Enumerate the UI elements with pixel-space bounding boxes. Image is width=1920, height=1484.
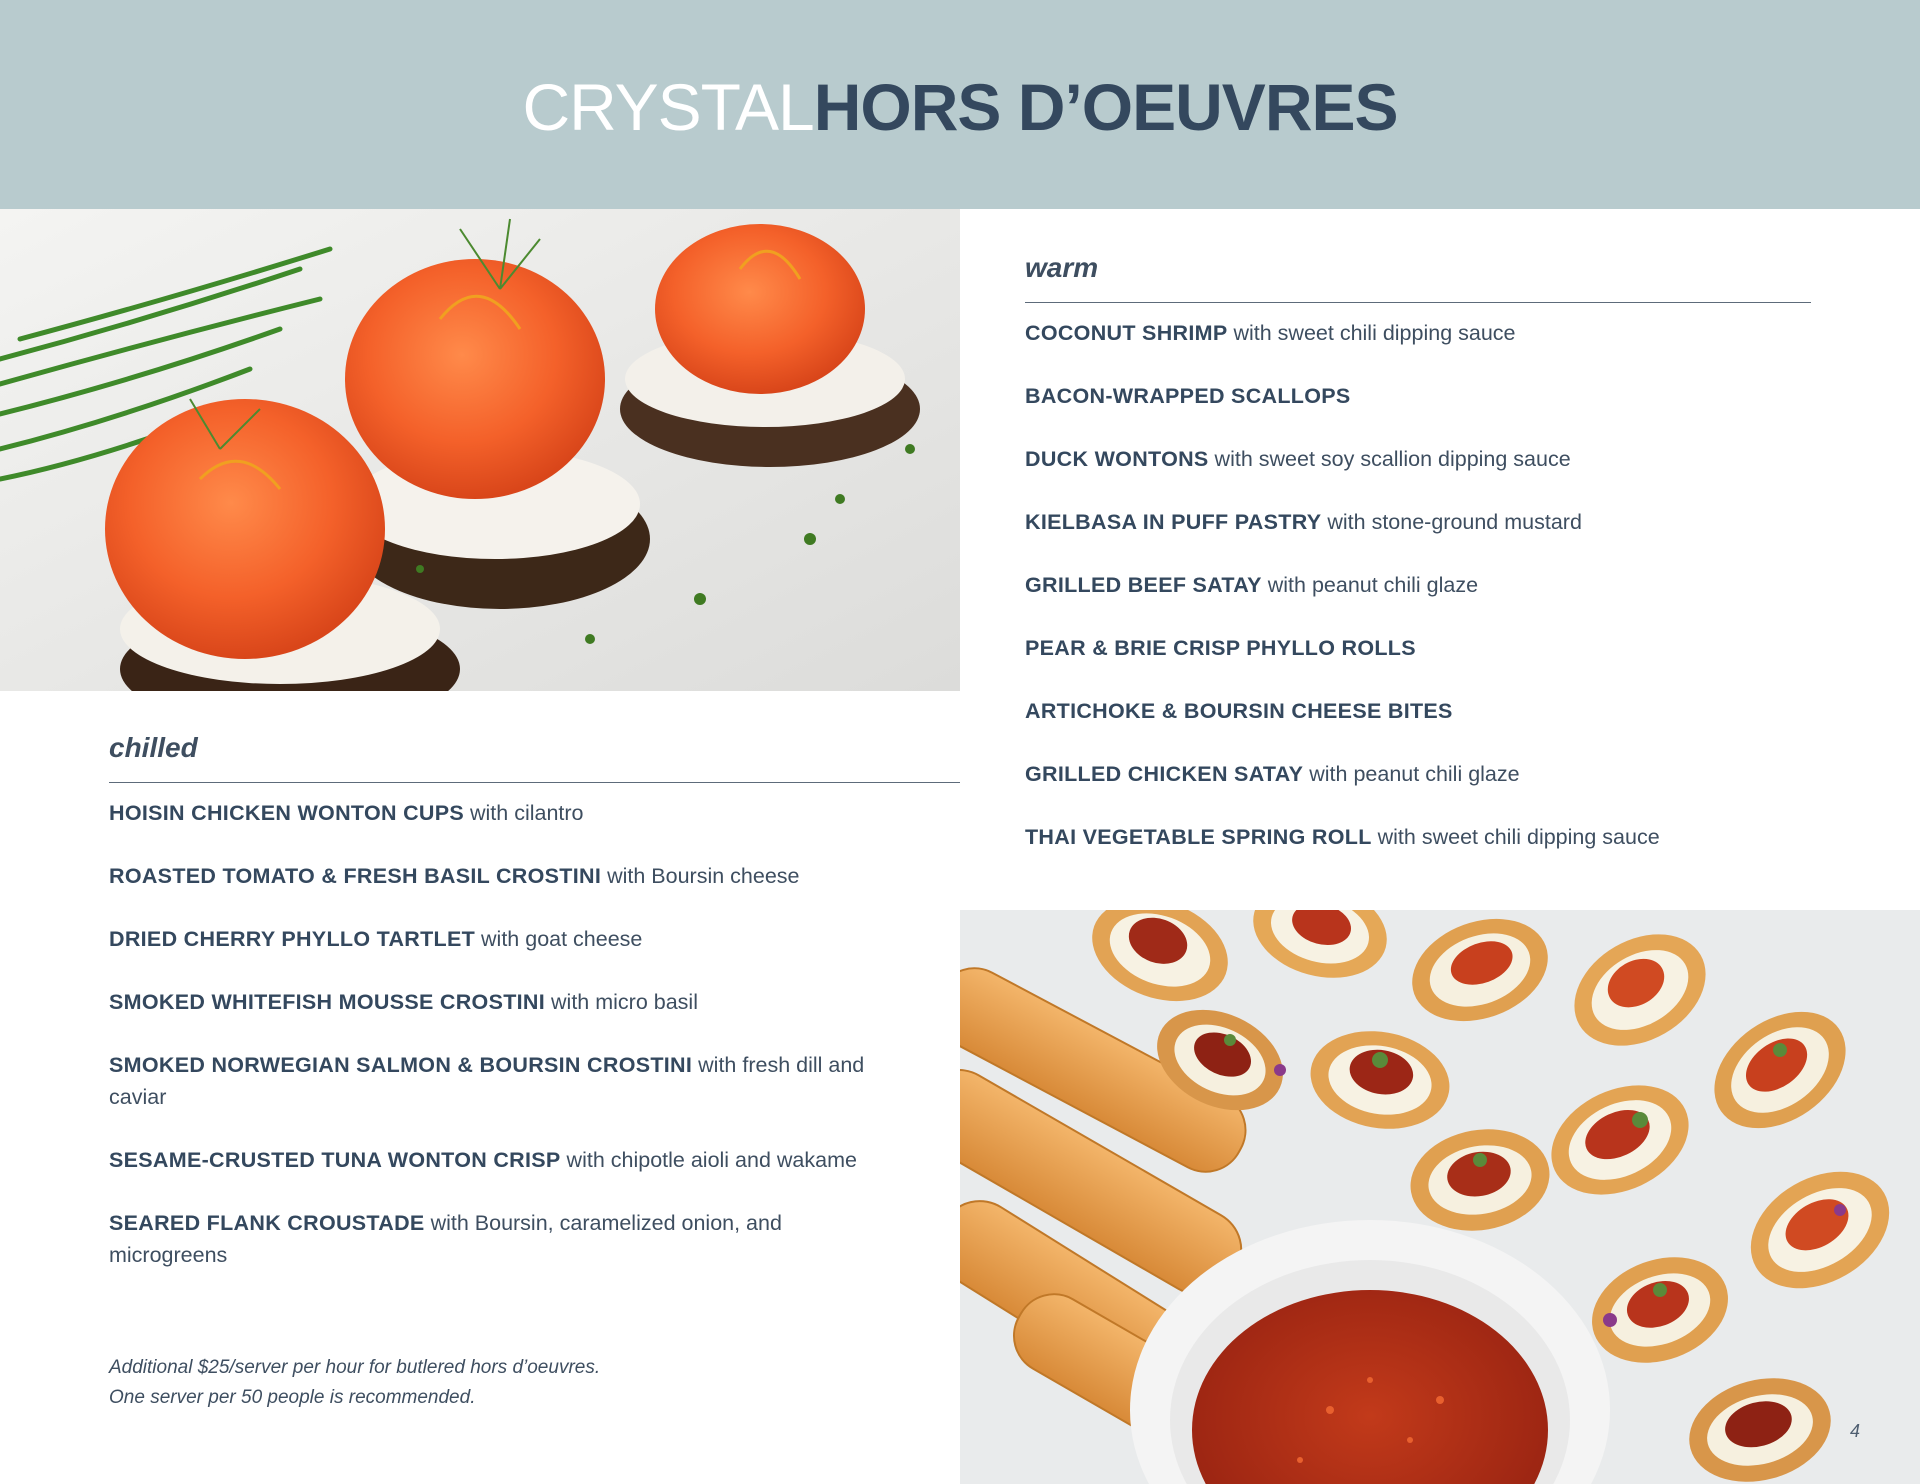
- menu-item-description: with peanut chili glaze: [1309, 762, 1520, 786]
- menu-item: [109, 1207, 889, 1271]
- menu-item: [109, 986, 889, 1018]
- footnote-line-2: One server per 50 people is recommended.: [109, 1387, 476, 1408]
- menu-item-description: with stone-ground mustard: [1327, 510, 1582, 534]
- menu-item-name: BACON-WRAPPED SCALLOPS: [1025, 384, 1351, 408]
- menu-item-name: SESAME-CRUSTED TUNA WONTON CRISP: [109, 1148, 561, 1172]
- menu-item-name: DUCK WONTONS: [1025, 447, 1209, 471]
- menu-item-name: GRILLED BEEF SATAY: [1025, 573, 1262, 597]
- menu-item: [1025, 632, 1811, 664]
- menu-item-name: GRILLED CHICKEN SATAY: [1025, 762, 1304, 786]
- menu-item-description: with Boursin, caramelized onion, and microgreens: [109, 1211, 782, 1267]
- menu-item: [1025, 380, 1811, 412]
- smoked-salmon-canapes-photo: [0, 209, 960, 691]
- footnote-line-1: Additional $25/server per hour for butlered hors d’oeuvres.: [109, 1357, 601, 1378]
- menu-item-description: with peanut chili glaze: [1267, 573, 1479, 597]
- menu-item-description: with goat cheese: [481, 927, 643, 951]
- menu-item-name: SMOKED NORWEGIAN SALMON & BOURSIN CROSTINI: [109, 1053, 693, 1077]
- menu-item-name: ARTICHOKE & BOURSIN CHEESE BITES: [1025, 699, 1453, 723]
- menu-item-description: with sweet soy scallion dipping sauce: [1214, 447, 1571, 471]
- menu-item: [109, 1049, 889, 1113]
- title-light: CRYSTAL: [522, 69, 814, 144]
- menu-item-name: ROASTED TOMATO & FRESH BASIL CROSTINI: [109, 864, 602, 888]
- menu-item: [1025, 506, 1811, 538]
- menu-item-name: DRIED CHERRY PHYLLO TARTLET: [109, 927, 476, 951]
- menu-item: [109, 860, 889, 892]
- footnote: [109, 1353, 600, 1413]
- menu-item-description: with sweet chili dipping sauce: [1233, 321, 1516, 345]
- page-title: [522, 69, 1398, 144]
- warm-menu-list: [1025, 303, 1811, 853]
- page-number: 4: [1850, 1421, 1861, 1441]
- menu-item-description: with chipotle aioli and wakame: [566, 1148, 857, 1172]
- menu-item: [1025, 569, 1811, 601]
- menu-item-description: with sweet chili dipping sauce: [1377, 825, 1660, 849]
- menu-item: [1025, 758, 1811, 790]
- menu-item: [1025, 821, 1811, 853]
- menu-item-name: KIELBASA IN PUFF PASTRY: [1025, 510, 1322, 534]
- menu-item: [1025, 443, 1811, 475]
- menu-item-name: SEARED FLANK CROUSTADE: [109, 1211, 425, 1235]
- menu-item-name: COCONUT SHRIMP: [1025, 321, 1228, 345]
- menu-item-name: THAI VEGETABLE SPRING ROLL: [1025, 825, 1372, 849]
- menu-item: [1025, 317, 1811, 349]
- menu-item: [1025, 695, 1811, 727]
- menu-item-name: PEAR & BRIE CRISP PHYLLO ROLLS: [1025, 636, 1416, 660]
- menu-item-description: with Boursin cheese: [607, 864, 800, 888]
- crostini-and-spring-rolls-platter-photo: [960, 910, 1920, 1484]
- menu-item-name: SMOKED WHITEFISH MOUSSE CROSTINI: [109, 990, 546, 1014]
- chilled-menu-list: [109, 783, 889, 1271]
- menu-item: [109, 1144, 889, 1176]
- menu-item: [109, 797, 889, 829]
- menu-item: [109, 923, 889, 955]
- menu-item-description: with fresh dill and caviar: [109, 1053, 865, 1109]
- chilled-section-title: chilled: [109, 732, 960, 783]
- warm-section-title: warm: [1025, 252, 1811, 303]
- warm-section: [1025, 252, 1811, 884]
- header-banner: [0, 0, 1920, 209]
- menu-item-description: with micro basil: [551, 990, 698, 1014]
- chilled-section: [109, 732, 960, 1302]
- title-bold: HORS D’OEUVRES: [813, 69, 1398, 144]
- menu-item-description: with cilantro: [470, 801, 584, 825]
- menu-item-name: HOISIN CHICKEN WONTON CUPS: [109, 801, 465, 825]
